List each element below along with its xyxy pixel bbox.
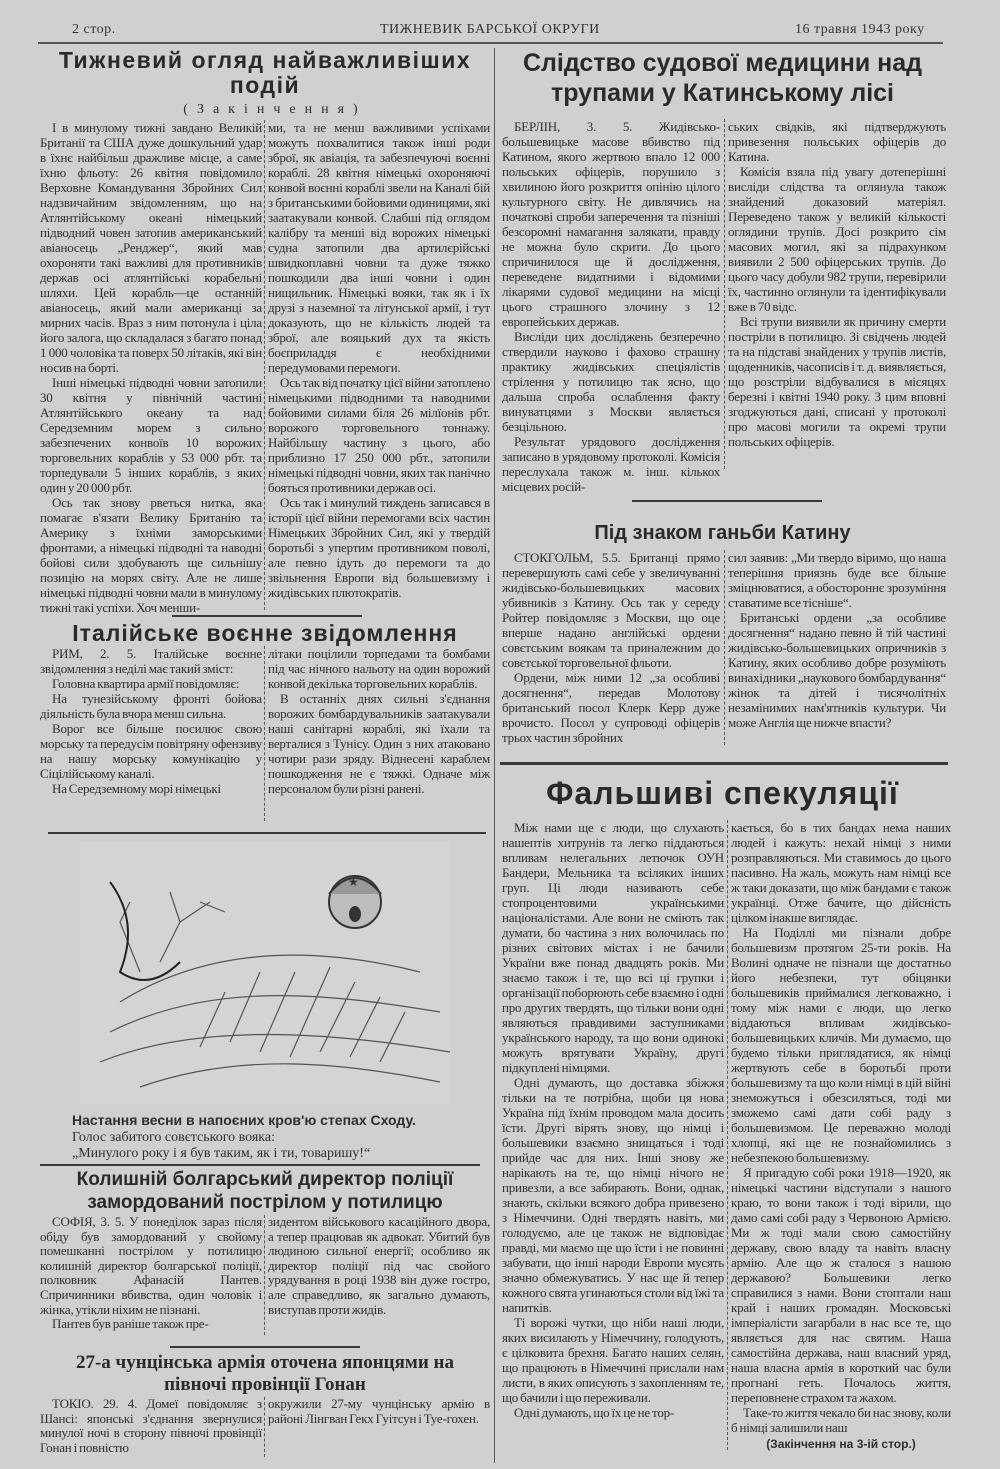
divider xyxy=(170,1346,360,1348)
page-number: 2 стор. xyxy=(72,22,116,37)
italian-report-title: Італійське воєнне звідомлення xyxy=(72,620,458,646)
chunking-column-2 xyxy=(268,1397,490,1426)
bulgarian-column-1 xyxy=(40,1215,262,1332)
paragraph: І в минулому тижні завдано Великій Британії та США дуже дошкульний удар в їхнє найбільш дражливе місце, а саме їхню фльоту: 26 квітня повідомило Верховне Командування Збройних Сил надзвичайним звідомленням, що на Атлянтійському океані німецький підводний човен затопив американський авіаносець „Ренджер“, який мав охороняти такі важливі для противників держав осі атлянтійські корабельні шляхи. Цей корабль—це останній авіаносець, який мали американці за мирних часів. Враз з ним потонула і ціла його залога, що складалася з багато понад 1 000 чоловіка та поверх 50 літаків, які він носив на борті. xyxy=(40,120,262,375)
paragraph: зидентом військового касаційного двора, а тепер працював як адвокат. Убитий був людиною сильної енергії; особливо як директор поліції під час свойого урядування в році 1938 він дуже гостро, але справедливо, як загально думають, виступав проти жидів. xyxy=(268,1214,490,1317)
paragraph: Ордени, між ними 12 „за особливі досягнення“, передав Молотову британський посол Клерк Керр дуже врочисто. Посол у супроводі офіцерів трьох частин збройних xyxy=(502,670,720,745)
divider xyxy=(500,762,948,765)
illustration-drawing xyxy=(80,842,450,1104)
paragraph: Одні думають, що доставка збіжжя тільки на те потрібна, щоби ця нова Україна під їхнім проводом мала досить їсти. Другі вірять знову, що німці і большевики взаємно знищаться і тоді прийде час для них. Інші знову же нарікають на те, що німці нічого не привезли, а все забирають. Вони, однак, знають, скільки всякого добра привезено з Німеччини. Одні твердять навіть, ми голодуємо, але це також не відповідає правді, ми маємо ще що їсти і не повинні забувати, що інші народи Европи мусять значно обмежуватись. У нас ще й тепер кожного свята угинаються столи від їжі та напитків. xyxy=(502,1075,724,1315)
divider xyxy=(172,615,362,617)
bulgarian-article-title: Колишній болгарський директор поліції замордований пострілом у потилицю xyxy=(76,1169,454,1213)
italian-report-column-1 xyxy=(40,646,262,796)
chunking-column-1 xyxy=(40,1397,262,1455)
katyn-investigation-title: Слідство судової медицини над трупами у Катинському лісі xyxy=(522,49,923,107)
paragraph: В останніх днях сильні з'єднання ворожих бомбардувальників заатакували наші санітарні кораблі, які їхали та верталися з Тунісу. Один з них атаковано чотири рази зряду. Віднесені караблем пошкодження не є тяжкі. Одначе між персоналом були різні ранені. xyxy=(268,691,490,796)
page-column-divider xyxy=(494,48,495,1463)
paragraph: ТОКІО. 29. 4. Домеї повідомляє з Шансі: японські з'єднання звернулися минулої ночі в сторону півночі провінції Гонан і повністю xyxy=(40,1396,262,1455)
paragraph: Між нами ще є люди, що слухають нашептів хитрунів та легко піддаються впливам нелегальних летючок ОУН Бандери, Мельника та всіляких інших груп. Ці люди називають себе стопроцентовими українськими націоналістами. Але вони не сміють так думати, бо частина з них волочилась по різних світових містах і не бачили України вже понад двадцять років. Ми знаємо також і те, що всі ці групки і організації поборюють себе взаємно і одні про других твердять, що тільки вони одні являються правдивими заступниками українського народу, та що вони одинокі можуть врятувати Україну, другі підкуплені німцями. xyxy=(502,820,724,1075)
divider xyxy=(632,500,822,502)
paragraph: СОФІЯ, 3. 5. У понеділок зараз після обіду був замордований у свойому помешканні пострілом у потилицю колишній директор болгарської поліції, полковник Афанасій Пантев. Спричинники вбивства, один чоловік і жінка, утікли ніхим не пізнані. xyxy=(40,1214,262,1317)
paragraph: Ось так від початку цієї війни затоплено німецькими підводними та наводними бойовими силами біля 26 мілїонів рбт. ворожого торговельного тоннажу. Найбільшу частину з цього, або приблизно 17 250 000 рбт., затопили німецькі підводні човни, яких так панічно бояться противники держав осі. xyxy=(268,375,490,495)
paragraph: літаки поцілили торпедами та бомбами під час нічного нальоту на один ворожий конвой декілька торговельних кораблів. xyxy=(268,646,490,691)
katyn-investigation-column-2 xyxy=(728,119,946,449)
soldier-figure xyxy=(329,875,381,928)
header-divider xyxy=(38,42,943,44)
paragraph: Висліди цих досліджень безпеpечно ствердили науково і фахово страшну практику жидівських спеціялістів стрілення у потилицю так ясно, що дальша спроба ослаблення факту винуватцями з Москви являється безцільною. xyxy=(502,329,720,434)
column-divider xyxy=(724,550,725,745)
paragraph: На Поділлі ми пізнали добре большевизм протягом 25-ти років. На Волині одначе не пізнали ще достатньо його небезпеки, тут обіцянки большевиків приймалися легковажно, і тому між нами є люди, що легко віддаються впливам жидівсько-большевицьких кличів. Ми думаємо, що будемо тільки приглядатися, як німці жертвують себе в боротьбі проти большевизму та що коли німці в цій війні знеможуться і обезсиляться, тоді ми зможемо самі дати собі раду з большевизмом. Це переважно молоді хлопці, які ще не познайомились з небезпекою большевизму. xyxy=(731,925,951,1165)
column-divider xyxy=(264,1215,265,1335)
italian-report-column-2 xyxy=(268,646,490,796)
illustration-caption xyxy=(72,1112,416,1162)
paragraph: СТОКГОЛЬМ, 5.5. Британці прямо перевершують самі себе у звеличуванні жидівсько-большевицьких масових убивників з Катину. Ось так у середу Ройтер повідомляє з Москви, що оце вперше надано англійські ордени совєтським воякам та приналежним до совєтської торговельної фльоти. xyxy=(502,550,720,670)
paragraph: Інші німецькі підводні човни затопили 30 квітня у північній частині Атлянтійського океану та над Середземним морем з сильно забезпечених конвоїв 10 ворожих торговельних кораблів у 53 000 рбт. та торпедували 5 інших кораблів, з яких один у 20 000 рбт. xyxy=(40,375,262,495)
paragraph: Головна квартира армії повідомляє: xyxy=(52,676,240,691)
paragraph: Результат урядового дослідження записано в урядовому протоколі. Комісія переслухала також м. інш. кількох місцевих росій- xyxy=(502,434,720,494)
paragraph: Всі трупи виявили як причину смерти постріли в потилицю. Зі свідчень людей та на підставі знайдених у трупів листів, щоденників, часописів і т. д. виявляється, що розстріли відбувалися в місяцях березні і квітні 1940 року. З цим вповні згоджуються дані, списані у протоколі про масові могили та окремі трупи польських офіцерів. xyxy=(728,314,946,449)
paragraph: Ворог все більше посилює свою морську та передусім повітряну офензиву на нашу морську комунікацію у Сіцілійському каналі. xyxy=(40,721,262,781)
column-divider xyxy=(264,120,265,610)
war-illustration xyxy=(80,842,450,1104)
caption-title: Настання весни в напоєних кров'ю степах Сходу. xyxy=(72,1112,416,1128)
paragraph: РИМ, 2. 5. Італійське воєнне звідомлення з неділі має такий зміст: xyxy=(40,646,262,676)
paragraph: Я пригадую собі роки 1918—1920, як німецькі частини відступали з нашого краю, то вони також і тоді вірили, що дамо самі собі раду з Червоною Армією. Ми ж тоді мали свою самостійну державу, свою владу та навіть власну армію. Але що ж сталося з нашою державою? Большевики легко справилися з нами. Вони стоптали наш край і наших громадян. Московські імперіалісти загарбали в нас все те, що являється для нас святим. Наша самостійна держава, наш власний уряд, наша власна армія в короткий час були прогнані геть. Почалось життя, переповнене страхом та жахом. xyxy=(731,1165,951,1405)
false-speculation-title: Фальшиві спекуляції xyxy=(546,775,899,811)
newspaper-title: ТИЖНЕВИК БАРСЬКОЇ ОКРУГИ xyxy=(380,22,600,37)
weekly-review-title: Тижневий огляд найважливіших подій xyxy=(58,47,472,98)
paragraph: Ось так і минулий тиждень записався в історії цієї війни перемогами всіх частин Німецьких Збройних Сил, які у твердій боротьбі з упертим противником поволі, але певно ідуть до перемоги та до звільнення Европи від большевизму і жидівських плютократів. xyxy=(268,495,490,600)
paragraph: окружили 27-му чунцінську армію в районі Лінгван Гекх Гуітсун і Туе-гохен. xyxy=(268,1396,490,1426)
false-speculation-column-1 xyxy=(502,820,724,1420)
caption-line: Голос забитого совєтського вояка: xyxy=(72,1130,275,1145)
caption-quote: „Минулого року і я був таким, як і ти, товаришу!“ xyxy=(72,1146,371,1161)
column-divider xyxy=(264,646,265,821)
bulgarian-column-2 xyxy=(268,1215,490,1317)
false-speculation-column-2 xyxy=(731,820,951,1452)
paragraph: сил заявив: „Ми твердо віримо, що наша теперішня приязнь буде все більше зміцнюватися, а обостороннє зрозуміння ставатиме все тісніше“. xyxy=(728,550,946,610)
paragraph: кається, бо в тих бандах нема наших людей і кажуть: нехай німці з ними розправляються. Ми ставимось до цього пасивно. На жаль, можуть нам німці все ж таки доказати, що між бандами є також українці. Отже бачите, що дійсність цілком інакше виглядає. xyxy=(731,820,951,925)
weekly-review-subtitle: (Закінчення) xyxy=(183,102,367,117)
chunking-army-title: 27-а чунцінська армія оточена японцями на півночі провінції Гонан xyxy=(75,1352,454,1395)
paragraph: Британські ордени „за особливе досягнення“ надано певно й тій частині жидівсько-большевицьких опричників з Катину, яких особливо добре розуміють винахідники „наукового бомбардування“ жінок та дітей і тисячолітніх незамінимих нам'ятників культури. Чи може Англія ще нижче впасти? xyxy=(728,610,946,730)
paragraph: Одні думають, що їх це не тор- xyxy=(514,1405,675,1420)
divider xyxy=(40,1164,480,1166)
paragraph: На Середземному морі німецькі xyxy=(52,781,221,796)
column-divider xyxy=(264,1397,265,1457)
weekly-review-column-1 xyxy=(40,120,262,615)
katyn-shame-title: Під знаком ганьби Катину xyxy=(594,522,851,544)
svg-text:★: ★ xyxy=(348,875,359,889)
paragraph: Ті ворожі чутки, що ніби наші люди, яких висилають у Німеччину, голодують, є цілковита брехня. Багато наших селян, що працюють в Німеччині прислали нам листи, в яких описують з захопленням те, що бачили і що переживали. xyxy=(502,1315,724,1405)
issue-date: 16 травня 1943 року xyxy=(795,22,925,37)
paragraph: Таке-то життя чекало би нас знову, коли б німці залишили наш xyxy=(731,1405,951,1435)
katyn-investigation-column-1 xyxy=(502,119,720,494)
paragraph: БЕРЛІН, 3. 5. Жидівсько-большевицьке масове вбивство під Катином, якого жертвою впало 12 000 польських офіцерів, порушило з хвилиною його розкриття опінію цілого культурного світу. Не дивлячись на початкові спроби заперечення та пізніші безсоромні намагання залякати, правду не можна було скрити. До цього спричинилося ще й дослідження, переведене видатними і відомими лікарями судової медицини на місці цього страшного злочину з 12 европейських держав. xyxy=(502,119,720,329)
weekly-review-column-2 xyxy=(268,120,490,600)
column-divider xyxy=(724,119,725,469)
paragraph: Пантев був раніше також пре- xyxy=(52,1316,209,1332)
paragraph: ських свідків, які підтверджують привезення польських офіцерів до Катина. xyxy=(728,119,946,164)
divider xyxy=(48,832,486,834)
paragraph: Ось так знову рветься нитка, яка помагає в'язати Велику Британію та Америку з їхніми заморськими фронтами, а німецькі підводні та наводні бойові сили здобувають ще сильнішу позицію на морях світу. Але не лише німецькі підводні човни мали в минулому тижні такі успіхи. Хоч менши- xyxy=(40,495,262,615)
paragraph: Комісія взяла під увагу дотеперішні висліди слідства та оглянула також знайдений доказовий матеріял. Переведено також у великій кількості оглядини трупів. Досі розкрито сім масових могил, які за підрахунком виявили 2 500 офіцерських трупів. До цього часу добули 982 трупи, перевірили їх, частинно оглянули та ідентифікували вже в 70 відс. xyxy=(728,164,946,314)
column-divider xyxy=(727,820,728,1450)
katyn-shame-column-2 xyxy=(728,550,946,730)
paragraph: На тунезійському фронті бойова діяльність була вчора менш сильна. xyxy=(40,691,262,721)
paragraph: ми, та не менш важливими успіхами можуть похвалитися також інші роди зброї, як авіація, та забезпечуючі воєнні кораблі. 28 квітня німецькі охороняючі конвой воєнні кораблі звели на Каналі бій з британськими бойовими одиницями, які заатакували конвой. Слабші під оглядом калібру та менші від ворожих німецькі судна затопили два артилєрійські швидкоплавні човни та дуже тяжко пошкодили два інші човни і один нищильник. Німецькі вояки, так як і їх друзі з наземної та літунської армії, і тут доказують, що не кількість людей та зброї, але вояцький дух та якість боєприладдя є необхідними передумовами перемоги. xyxy=(268,120,490,375)
continued-notice: (Закінчення на 3-ій стор.) xyxy=(766,1437,916,1451)
katyn-shame-column-1 xyxy=(502,550,720,745)
